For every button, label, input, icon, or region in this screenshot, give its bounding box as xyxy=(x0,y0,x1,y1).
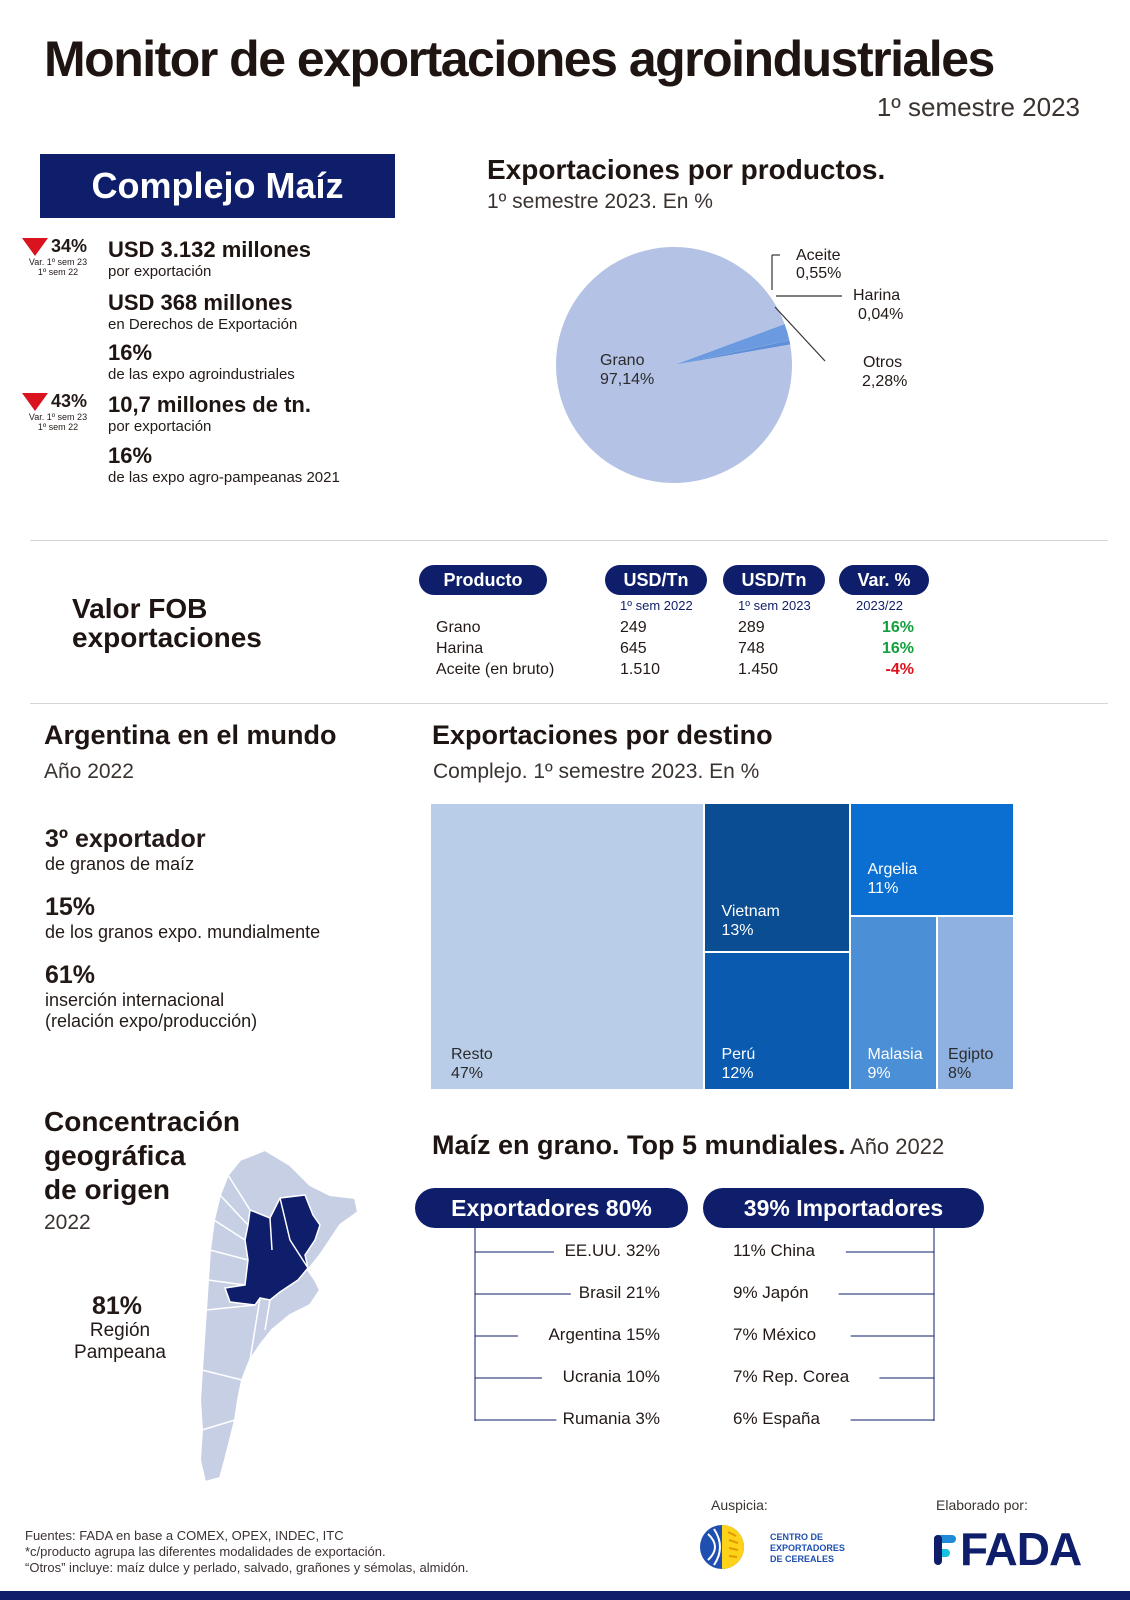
treemap-label xyxy=(867,860,917,898)
top5-connectors xyxy=(470,1225,940,1430)
divider xyxy=(30,703,1108,704)
fob-header-producto: Producto xyxy=(419,565,547,595)
treemap-label-value: 13% xyxy=(721,922,754,939)
treemap-label xyxy=(867,1045,922,1083)
kpi-value: USD 3.132 millones xyxy=(108,237,311,262)
kpi-share-pampeanas xyxy=(108,443,340,486)
destino-title: Exportaciones por destino xyxy=(432,720,773,750)
treemap-label-name: Vietnam xyxy=(721,903,780,920)
footer-note: *c/producto agrupa las diferentes modalidades de exportación. xyxy=(25,1544,386,1559)
fob-cell-2022: 645 xyxy=(620,640,647,657)
fob-subheader: 1º sem 2023 xyxy=(738,598,811,613)
footer-bar xyxy=(0,1591,1130,1600)
pie-label-grano: Grano xyxy=(600,352,645,369)
concentracion-title-line: geográfica xyxy=(44,1140,186,1171)
fob-subheader: 2023/22 xyxy=(856,598,903,613)
treemap-label-name: Resto xyxy=(451,1046,493,1063)
kpi-export-usd xyxy=(108,237,311,280)
mundo-title: Argentina en el mundo xyxy=(44,720,337,750)
kpi-var-label: Var. 1º sem 23 xyxy=(28,257,88,267)
treemap-label xyxy=(721,1045,755,1083)
complejo-title: Complejo Maíz xyxy=(40,154,395,218)
mundo-item xyxy=(45,893,320,943)
treemap-label-name: Argelia xyxy=(867,861,918,878)
mundo-item-value: 3º exportador xyxy=(45,825,206,853)
fob-cell-2023: 748 xyxy=(738,640,765,657)
fob-title-line: exportaciones xyxy=(72,622,262,653)
fob-cell-2023: 289 xyxy=(738,619,765,636)
fob-cell-2022: 249 xyxy=(620,619,647,636)
treemap-cell-resto xyxy=(431,804,703,1089)
kpi-var-label: 1º sem 22 xyxy=(37,422,79,432)
mundo-item-value: 15% xyxy=(45,893,96,921)
concentracion-title-line: Concentración xyxy=(44,1106,241,1137)
top5-title: Maíz en grano. Top 5 mundiales. xyxy=(432,1130,846,1160)
fob-cell-var: 16% xyxy=(881,640,914,657)
fada-wordmark: FADA xyxy=(960,1523,1082,1575)
treemap-label xyxy=(451,1045,493,1083)
cec-logo-icon xyxy=(700,1522,750,1572)
pie-slice-grano xyxy=(556,247,792,483)
pie-label-aceite: Aceite xyxy=(796,247,841,264)
auspicia-label: Auspicia: xyxy=(711,1497,768,1513)
cec-name xyxy=(770,1532,845,1565)
concentracion-region xyxy=(66,1320,174,1364)
mundo-item xyxy=(45,961,257,1032)
productos-pie-chart xyxy=(540,240,940,490)
treemap-label-value: 11% xyxy=(867,880,899,897)
concentracion-region-line: Pampeana xyxy=(74,1342,166,1363)
cec-name-line: EXPORTADORES xyxy=(770,1543,845,1553)
kpi-var-pct: 43% xyxy=(51,391,88,411)
kpi-value: 16% xyxy=(108,340,153,365)
mundo-item-value: 61% xyxy=(45,961,96,989)
importer-item: 9% Japón xyxy=(733,1283,809,1302)
kpi-share-agro xyxy=(108,340,295,383)
kpi-caption: por exportación xyxy=(108,418,212,435)
kpi-value: 16% xyxy=(108,443,153,468)
elaborado-label: Elaborado por: xyxy=(936,1497,1028,1513)
cec-name-line: DE CEREALES xyxy=(770,1554,835,1564)
kpi-value: USD 368 millones xyxy=(108,290,293,315)
fob-cell-producto: Aceite (en bruto) xyxy=(436,661,555,678)
pie-value-harina: 0,04% xyxy=(858,306,904,323)
fob-subheader: 1º sem 2022 xyxy=(620,598,693,613)
treemap-cell-malasia xyxy=(851,917,936,1089)
footer-sources: Fuentes: FADA en base a COMEX, OPEX, INDEC, ITC xyxy=(25,1528,344,1543)
pie-value-grano: 97,14% xyxy=(600,371,655,388)
treemap-label xyxy=(948,1045,993,1083)
fob-cell-var: 16% xyxy=(881,619,914,636)
mundo-item-caption: de los granos expo. mundialmente xyxy=(45,922,321,942)
importer-item: 6% España xyxy=(733,1409,820,1428)
concentracion-title-line: de origen xyxy=(44,1174,171,1205)
footer-note: “Otros” incluye: maíz dulce y perlado, salvado, grañones y sémolas, almidón. xyxy=(25,1560,469,1575)
productos-title: Exportaciones por productos. xyxy=(487,154,886,185)
cec-name-line: CENTRO DE xyxy=(770,1532,824,1542)
fob-title-line: Valor FOB xyxy=(72,593,208,624)
top5-header xyxy=(432,1130,944,1161)
kpi-caption: de las expo agroindustriales xyxy=(108,366,295,383)
pie-value-aceite: 0,55% xyxy=(796,265,842,282)
divider xyxy=(30,540,1108,541)
treemap-label-value: 12% xyxy=(721,1064,754,1082)
exporter-item: EE.UU. 32% xyxy=(564,1241,660,1260)
treemap-cell-vietnam xyxy=(705,804,849,951)
treemap-cell-peru xyxy=(705,953,849,1089)
productos-subtitle: 1º semestre 2023. En % xyxy=(487,190,713,213)
top5-year: Año 2022 xyxy=(850,1134,945,1159)
kpi-var-pct: 34% xyxy=(51,236,88,256)
kpi-caption: de las expo agro-pampeanas 2021 xyxy=(108,469,340,486)
importer-item: 11% China xyxy=(733,1241,815,1260)
kpi-var-2 xyxy=(22,391,94,432)
mundo-year: Año 2022 xyxy=(44,760,134,783)
mundo-item-caption: inserción internacional xyxy=(45,990,225,1010)
exporters-pill: Exportadores 80% xyxy=(415,1188,688,1228)
kpi-caption: en Derechos de Exportación xyxy=(108,316,298,333)
kpi-caption: por exportación xyxy=(108,263,212,280)
fob-cell-2022: 1.510 xyxy=(620,661,661,678)
kpi-var-label: Var. 1º sem 23 xyxy=(28,412,88,422)
pie-value-otros: 2,28% xyxy=(862,373,908,390)
treemap-cell-argelia xyxy=(851,804,1013,915)
mundo-item-caption: (relación expo/producción) xyxy=(45,1011,258,1031)
exporter-item: Brasil 21% xyxy=(578,1283,660,1302)
concentracion-region-line: Región xyxy=(89,1320,151,1341)
treemap-label-name: Malasia xyxy=(867,1046,923,1063)
exporter-item: Rumania 3% xyxy=(562,1409,660,1428)
down-arrow-icon xyxy=(22,238,48,256)
mundo-item xyxy=(45,825,206,875)
concentracion-year: 2022 xyxy=(44,1211,91,1234)
fob-header-usd-2022: USD/Tn xyxy=(605,565,707,595)
treemap-label-value: 9% xyxy=(867,1065,891,1082)
fob-header-usd-2023: USD/Tn xyxy=(723,565,825,595)
fob-title xyxy=(72,594,262,652)
treemap-label-value: 47% xyxy=(451,1065,484,1082)
argentina-map xyxy=(180,1140,380,1490)
page-period: 1º semestre 2023 xyxy=(876,92,1080,122)
treemap-label-value: 8% xyxy=(948,1065,972,1082)
concentracion-pct: 81% xyxy=(92,1292,143,1320)
fob-cell-producto: Harina xyxy=(436,640,484,657)
destino-treemap xyxy=(431,804,1015,1091)
importer-item: 7% Rep. Corea xyxy=(733,1367,850,1386)
mundo-item-caption: de granos de maíz xyxy=(45,854,195,874)
treemap-label-name: Egipto xyxy=(948,1046,994,1063)
importers-pill: 39% Importadores xyxy=(703,1188,984,1228)
fob-cell-var: -4% xyxy=(885,661,914,678)
kpi-var-1 xyxy=(22,236,94,277)
kpi-var-label: 1º sem 22 xyxy=(37,267,79,277)
kpi-tonnes xyxy=(108,392,311,435)
fob-cell-producto: Grano xyxy=(436,619,481,636)
footer-notes xyxy=(25,1528,469,1576)
kpi-derechos xyxy=(108,290,297,333)
importer-item: 7% México xyxy=(733,1325,817,1344)
fada-mark-icon xyxy=(934,1529,960,1569)
exporter-item: Ucrania 10% xyxy=(562,1367,660,1386)
treemap-label-name: Perú xyxy=(721,1045,756,1063)
page-title: Monitor de exportaciones agroindustriales xyxy=(44,31,994,87)
fada-logo xyxy=(934,1522,1081,1576)
fob-header-var: Var. % xyxy=(839,565,929,595)
destino-subtitle: Complejo. 1º semestre 2023. En % xyxy=(433,760,760,783)
down-arrow-icon xyxy=(22,393,48,411)
exporter-item: Argentina 15% xyxy=(548,1325,660,1344)
kpi-value: 10,7 millones de tn. xyxy=(108,392,311,417)
pie-label-harina: Harina xyxy=(853,287,901,304)
treemap-cell-egipto xyxy=(938,917,1013,1089)
pie-label-otros: Otros xyxy=(863,354,903,371)
treemap-label xyxy=(721,902,779,940)
fob-cell-2023: 1.450 xyxy=(738,661,779,678)
